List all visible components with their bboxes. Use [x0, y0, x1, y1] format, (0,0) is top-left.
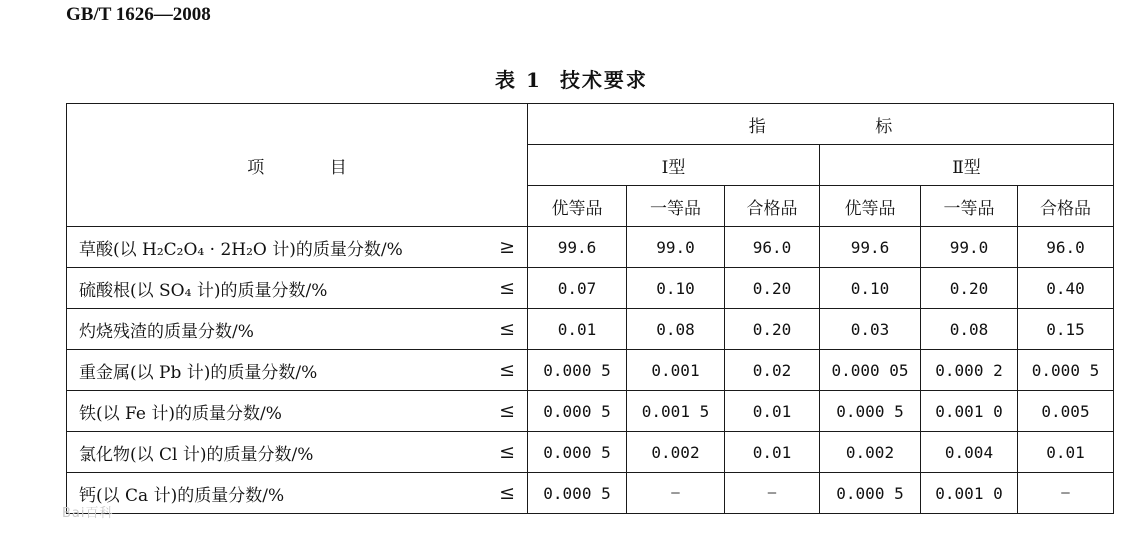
value-cell: 0.01 [528, 309, 627, 350]
value-cell: 0.20 [725, 268, 820, 309]
value-cell: 0.000 5 [820, 473, 921, 514]
value-cell: 0.000 5 [528, 350, 627, 391]
table-body [67, 227, 1114, 514]
value-cell: 0.08 [627, 309, 725, 350]
header-grade: 优等品 [528, 186, 627, 227]
limit-symbol: ≤ [499, 277, 515, 299]
technical-requirements-table [66, 103, 1114, 514]
value-cell: 0.20 [921, 268, 1018, 309]
value-cell: 0.01 [725, 391, 820, 432]
table-row [67, 309, 1114, 350]
value-cell: 0.07 [528, 268, 627, 309]
value-cell: 96.0 [1018, 227, 1114, 268]
value-cell: — [1018, 473, 1114, 514]
header-type-1: Ⅰ型 [528, 145, 820, 186]
value-cell: 99.6 [528, 227, 627, 268]
header-grade: 一等品 [627, 186, 725, 227]
item-cell [67, 227, 528, 268]
item-label: 灼烧残渣的质量分数/% [79, 321, 254, 342]
table-row [67, 473, 1114, 514]
value-cell: 0.10 [627, 268, 725, 309]
value-cell: 0.01 [1018, 432, 1114, 473]
table-row [67, 432, 1114, 473]
item-label: 氯化物(以 Cl 计)的质量分数/% [79, 444, 314, 465]
header-row-indicator [67, 104, 1114, 145]
limit-symbol: ≤ [499, 318, 515, 340]
item-label: 铁(以 Fe 计)的质量分数/% [79, 403, 282, 424]
watermark: Bai百科 [62, 506, 114, 521]
item-label: 钙(以 Ca 计)的质量分数/% [79, 485, 285, 506]
table-row [67, 350, 1114, 391]
item-label: 草酸(以 H₂C₂O₄ · 2H₂O 计)的质量分数/% [79, 239, 403, 260]
header-indicator: 指 标 [528, 104, 1114, 145]
value-cell: 0.10 [820, 268, 921, 309]
standard-number: GB/T 1626—2008 [66, 4, 211, 25]
header-item: 项 目 [67, 104, 528, 227]
value-cell: 0.001 5 [627, 391, 725, 432]
header-grade: 合格品 [1018, 186, 1114, 227]
item-cell [67, 391, 528, 432]
table-caption: 技术要求 [559, 68, 648, 92]
item-cell [67, 309, 528, 350]
limit-symbol: ≤ [499, 441, 515, 463]
item-label: 硫酸根(以 SO₄ 计)的质量分数/% [79, 280, 328, 301]
table-title [0, 64, 1143, 93]
item-cell [67, 268, 528, 309]
table-row [67, 391, 1114, 432]
value-cell: 0.001 [627, 350, 725, 391]
value-cell: 99.0 [627, 227, 725, 268]
limit-symbol: ≤ [499, 482, 515, 504]
header-type-2: Ⅱ型 [820, 145, 1114, 186]
value-cell: 0.03 [820, 309, 921, 350]
limit-symbol: ≥ [499, 236, 515, 258]
value-cell: 0.002 [820, 432, 921, 473]
value-cell: 0.40 [1018, 268, 1114, 309]
value-cell: 0.000 5 [528, 473, 627, 514]
item-label: 重金属(以 Pb 计)的质量分数/% [79, 362, 318, 383]
item-cell [67, 473, 528, 514]
table-number: 表 1 [495, 68, 542, 92]
value-cell: 0.02 [725, 350, 820, 391]
header-grade: 合格品 [725, 186, 820, 227]
header-grade: 优等品 [820, 186, 921, 227]
value-cell: — [627, 473, 725, 514]
value-cell: 0.000 5 [528, 432, 627, 473]
value-cell: 0.005 [1018, 391, 1114, 432]
value-cell: 0.01 [725, 432, 820, 473]
value-cell: — [725, 473, 820, 514]
value-cell: 0.001 0 [921, 391, 1018, 432]
value-cell: 99.0 [921, 227, 1018, 268]
value-cell: 99.6 [820, 227, 921, 268]
item-cell [67, 432, 528, 473]
header-grade: 一等品 [921, 186, 1018, 227]
limit-symbol: ≤ [499, 400, 515, 422]
value-cell: 0.002 [627, 432, 725, 473]
value-cell: 96.0 [725, 227, 820, 268]
value-cell: 0.000 5 [1018, 350, 1114, 391]
item-cell [67, 350, 528, 391]
value-cell: 0.000 2 [921, 350, 1018, 391]
table-row [67, 227, 1114, 268]
value-cell: 0.000 05 [820, 350, 921, 391]
value-cell: 0.001 0 [921, 473, 1018, 514]
value-cell: 0.000 5 [528, 391, 627, 432]
value-cell: 0.08 [921, 309, 1018, 350]
value-cell: 0.15 [1018, 309, 1114, 350]
value-cell: 0.004 [921, 432, 1018, 473]
value-cell: 0.000 5 [820, 391, 921, 432]
table-row [67, 268, 1114, 309]
limit-symbol: ≤ [499, 359, 515, 381]
value-cell: 0.20 [725, 309, 820, 350]
